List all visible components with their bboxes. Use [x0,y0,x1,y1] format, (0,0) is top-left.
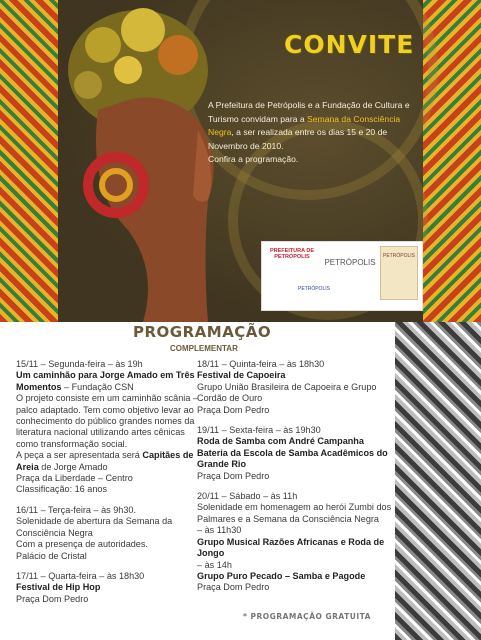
woman-illustration [58,0,218,322]
programacao-title: PROGRAMAÇÃO [133,323,272,341]
african-pattern-left [0,0,58,322]
event-time-2: – às 11h30 [197,525,242,536]
event-title-3: Grupo Puro Pecado – Samba e Pagode [197,570,366,581]
event-place: Praça Dom Pedro [197,582,270,593]
invitation-title: CONVITE [284,30,415,59]
intro-text-3: Confira a programação. [208,154,299,165]
event-date: 20/11 – Sábado – às 11h [197,491,298,502]
event-date: 18/11 – Quinta-feira – às 18h30 [197,359,325,369]
event-date: 19/11 – Sexta-feira – às 19h30 [197,425,321,436]
event-description: Solenidade de abertura da Semana da Consciência Negra [16,516,173,538]
event-date: 16/11 – Terça-feira – às 9h30. [16,504,136,515]
event-extra-2: de Jorge Amado [38,461,108,472]
schedule-right-column [197,359,397,603]
event-title-2: Grupo Musical Razões Africanas e Roda de Jongo [197,536,385,559]
event-description: Solenidade em homenagem ao herói Zumbi dos Palmares e a Semana da Consciência Negra [197,502,392,524]
petropolis-logo: PETRÓPOLIS [324,258,376,267]
intro-text-1: A Prefeitura de Petrópolis e a Fundação de Cultura e Turismo convidam para a [208,100,410,124]
event-title: Festival de Hip Hop [16,582,101,593]
event-15-11 [16,359,201,496]
event-extra: – Fundação CSN [61,381,134,392]
event-time-3: – às 14h [197,559,232,570]
event-20-11 [197,491,397,594]
event-classification: Classificação: 16 anos [16,484,107,495]
prefeitura-logo: PREFEITURA DE PETRÓPOLIS [269,248,315,260]
event-date: 17/11 – Quarta-feira – às 18h30 [16,570,145,581]
event-title: Roda de Samba com André Campanha Bateria da Escola de Samba Acadêmicos do Grande Rio [197,436,388,470]
event-title-2: Capitães de Areia [16,450,194,472]
event-name: Semana da Consciência Negra [208,113,401,138]
event-place: Praça da Liberdade – Centro [16,473,133,484]
event-title: Festival de Capoeira [197,370,286,381]
event-title: Um caminhão para Jorge Amado em Três Momentos [16,370,195,392]
sponsor-logos [261,241,423,311]
event-16-11 [16,505,201,562]
petropolis-small-logo: PETRÓPOLIS [298,286,330,292]
event-17-11 [16,571,201,605]
event-18-11 [197,359,397,416]
geometric-pattern [395,322,481,640]
schedule-left-column [16,359,201,614]
event-description-2: A peça a ser apresentada será [16,450,143,461]
event-description: O projeto consiste em um caminhão scânia – palco adaptado. Tem como objetivo levar ao conhecimento do público grandes nomes da literatura nacional utilizando artes cênicas como transformação social. [16,393,198,449]
invitation-text [208,99,423,167]
event-place: Praça Dom Pedro [197,404,270,415]
event-place: Palácio de Cristal [16,550,87,561]
event-description: Grupo União Brasileira de Capoeira e Grupo Cordão de Ouro [197,381,377,404]
event-19-11 [197,425,397,482]
intro-text-2: , a ser realizada entre os dias 15 e 20 de Novembro de 2010. [208,127,388,151]
book-logo: PETRÓPOLIS [380,246,418,300]
event-place: Praça Dom Pedro [16,593,89,604]
event-description-2: Com a presença de autoridades. [16,539,148,550]
programacao-subtitle: COMPLEMENTAR [170,344,238,353]
event-date: 15/11 – Segunda-feira – às 19h [16,359,143,369]
free-program-note: * PROGRAMAÇÃO GRATUITA [243,612,371,621]
event-place: Praça Dom Pedro [197,470,270,481]
